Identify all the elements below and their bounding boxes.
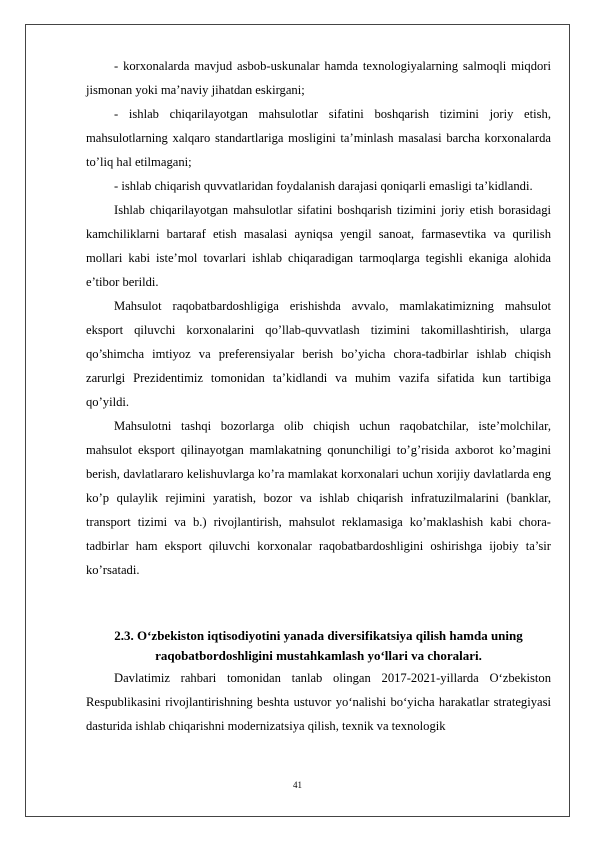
paragraph-strategy: Davlatimiz rahbari tomonidan tanlab olingan 2017-2021-yillarda O‘zbekiston Respublikasini rivojlantirishning beshta ustuvor yo‘nalishi bo‘yicha harakatlar strategiyasi dasturida ishlab chiqarishni modernizatsiya qilish, texnik va texnologik	[86, 671, 551, 733]
paragraph-bullet-capacity: - ishlab chiqarish quvvatlaridan foydalanish darajasi qoniqarli emasligi ta’kidlandi.	[114, 179, 533, 193]
section-heading: 2.3. O‘zbekiston iqtisodiyotini yanada diversifikatsiya qilish hamda uning raqobatbordoshligini mustahkamlash yo‘llari va choralari.	[114, 628, 523, 663]
paragraph-competitiveness: Mahsulot raqobatbardoshligiga erishishda avvalo, mamlakatimizning mahsulot eksport qiluvchi korxonalarini qo’llab-quvvatlash tizimini takomillashtirish, ularga qo’shimcha imtiyoz va preferensiyalar berish bo’yicha chora-tadbirlar ishlab chiqish zarurlgi Prezidentimiz tomonidan ta’kidlandi va muhim vazifa sifatida kun tartibiga qo’yildi.	[86, 299, 551, 409]
page-number: 41	[293, 780, 302, 790]
paragraph-bullet-equipment: - korxonalarda mavjud asbob-uskunalar hamda texnologiyalarning salmoqli miqdori jismonan yoki ma’naviy jihatdan eskirgani;	[86, 59, 551, 97]
paragraph-bullet-quality-system: - ishlab chiqarilayotgan mahsulotlar sifatini boshqarish tizimini joriy etish, mahsulotlarning xalqaro standartlariga mosligini ta’minlash masalasi barcha korxonalarda to’liq hal etilmagani;	[86, 107, 551, 169]
paragraph-external-markets: Mahsulotni tashqi bozorlarga olib chiqish uchun raqobatchilar, iste’molchilar, mahsulot eksport qilinayotgan mamlakatning qonunchiligi to’g’risida axborot ko’magini berish, davlatlararo kelishuvlarga ko’ra mamlakat korxonalari uchun xorijiy davlatlarda eng ko’p qulaylik rejimini yaratish, bozor va ishlab chiqarish infratuzilmalarini (banklar, transport tizimi va b.) rivojlantirish, mahsulot reklamasiga ko’maklashish kabi chora-tadbirlar ham eksport qiluvchi korxonalar raqobatbardoshligini oshirishga ijobiy ta’sir ko’rsatadi.	[86, 419, 551, 577]
document-body	[86, 54, 551, 738]
paragraph-quality-shortcomings: Ishlab chiqarilayotgan mahsulotlar sifatini boshqarish tizimini joriy etish borasidagi kamchiliklarni bartaraf etish masalasi ayniqsa yengil sanoat, farmasevtika va qurilish mollari kabi iste’mol tovarlari ishlab chiqaradigan tarmoqlarga tegishli ekaniga alohida e’tibor berildi.	[86, 203, 551, 289]
